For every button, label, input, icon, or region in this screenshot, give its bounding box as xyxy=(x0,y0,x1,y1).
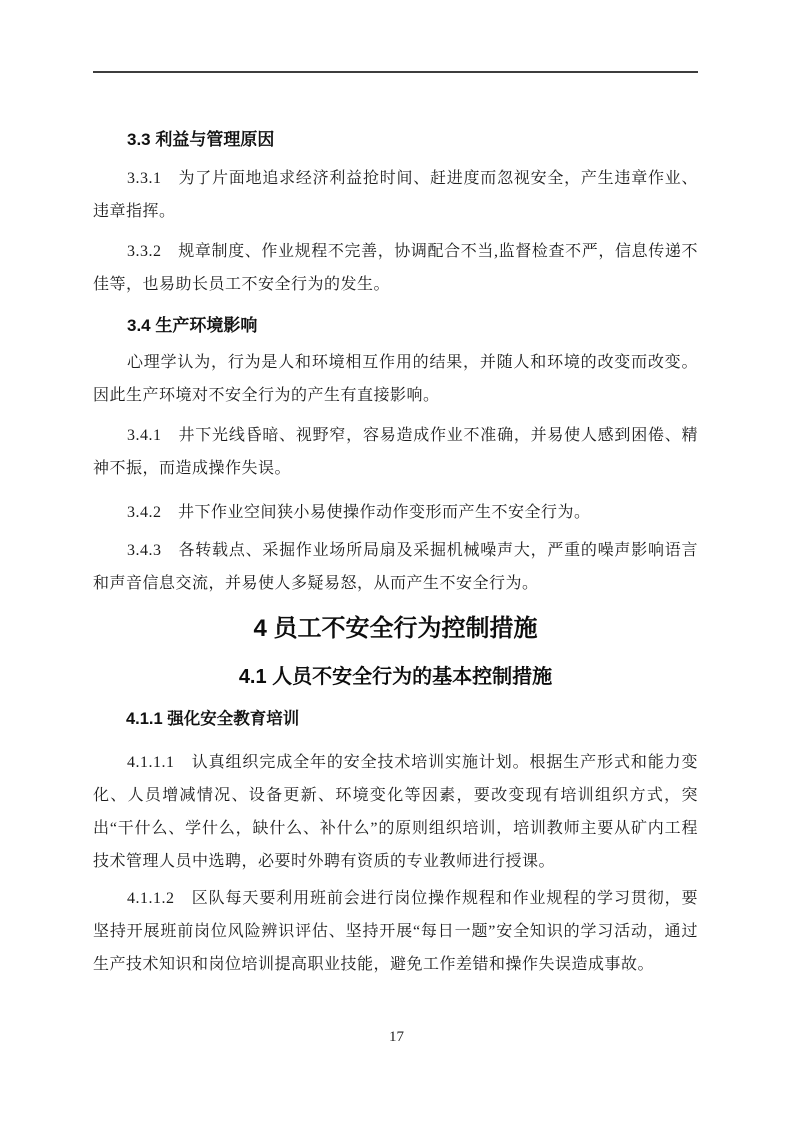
heading-3-4: 3.4 生产环境影响 xyxy=(127,316,258,335)
para-4-1-1-1: 4.1.1.1 认真组织完成全年的安全技术培训实施计划。根据生产形式和能力变化、人员增减情况、设备更新、环境变化等因素，要改变现有培训组织方式，突出“干什么、学什么，缺什么、补什么”的原则组织培训，培训教师主要从矿内工程技术管理人员中选聘，必要时外聘有资质的专业教师进行授课。 xyxy=(93,754,698,870)
section-4-1-title: 4.1 人员不安全行为的基本控制措施 xyxy=(238,666,553,688)
header-rule xyxy=(93,71,698,73)
page-body xyxy=(93,71,698,981)
para-3-3-2: 3.3.2 规章制度、作业规程不完善，协调配合不当,监督检查不严，信息传递不佳等，也易助长员工不安全行为的发生。 xyxy=(93,243,698,293)
para-3-4-intro: 心理学认为，行为是人和环境相互作用的结果，并随人和环境的改变而改变。因此生产环境对不安全行为的产生有直接影响。 xyxy=(93,354,698,404)
para-4-1-1-2: 4.1.1.2 区队每天要利用班前会进行岗位操作规程和作业规程的学习贯彻，要坚持开展班前岗位风险辨识评估、坚持开展“每日一题”安全知识的学习活动，通过生产技术知识和岗位培训提高职业技能，避免工作差错和操作失误造成事故。 xyxy=(93,890,698,973)
heading-4-1-1: 4.1.1 强化安全教育培训 xyxy=(126,710,300,728)
para-3-3-1: 3.3.1 为了片面地追求经济利益抢时间、赶进度而忽视安全，产生违章作业、违章指挥。 xyxy=(93,170,698,220)
para-3-4-2: 3.4.2 井下作业空间狭小易使操作动作变形而产生不安全行为。 xyxy=(127,504,591,521)
heading-3-3: 3.3 利益与管理原因 xyxy=(127,130,275,149)
para-3-4-1: 3.4.1 井下光线昏暗、视野窄，容易造成作业不准确，并易使人感到困倦、精神不振，而造成操作失误。 xyxy=(93,427,698,477)
para-3-4-3: 3.4.3 各转载点、采掘作业场所局扇及采掘机械噪声大，严重的噪声影响语言和声音信息交流，并易使人多疑易怒，从而产生不安全行为。 xyxy=(93,542,698,592)
page-number: 17 xyxy=(389,1029,404,1045)
chapter-4-title: 4 员工不安全行为控制措施 xyxy=(253,615,538,642)
